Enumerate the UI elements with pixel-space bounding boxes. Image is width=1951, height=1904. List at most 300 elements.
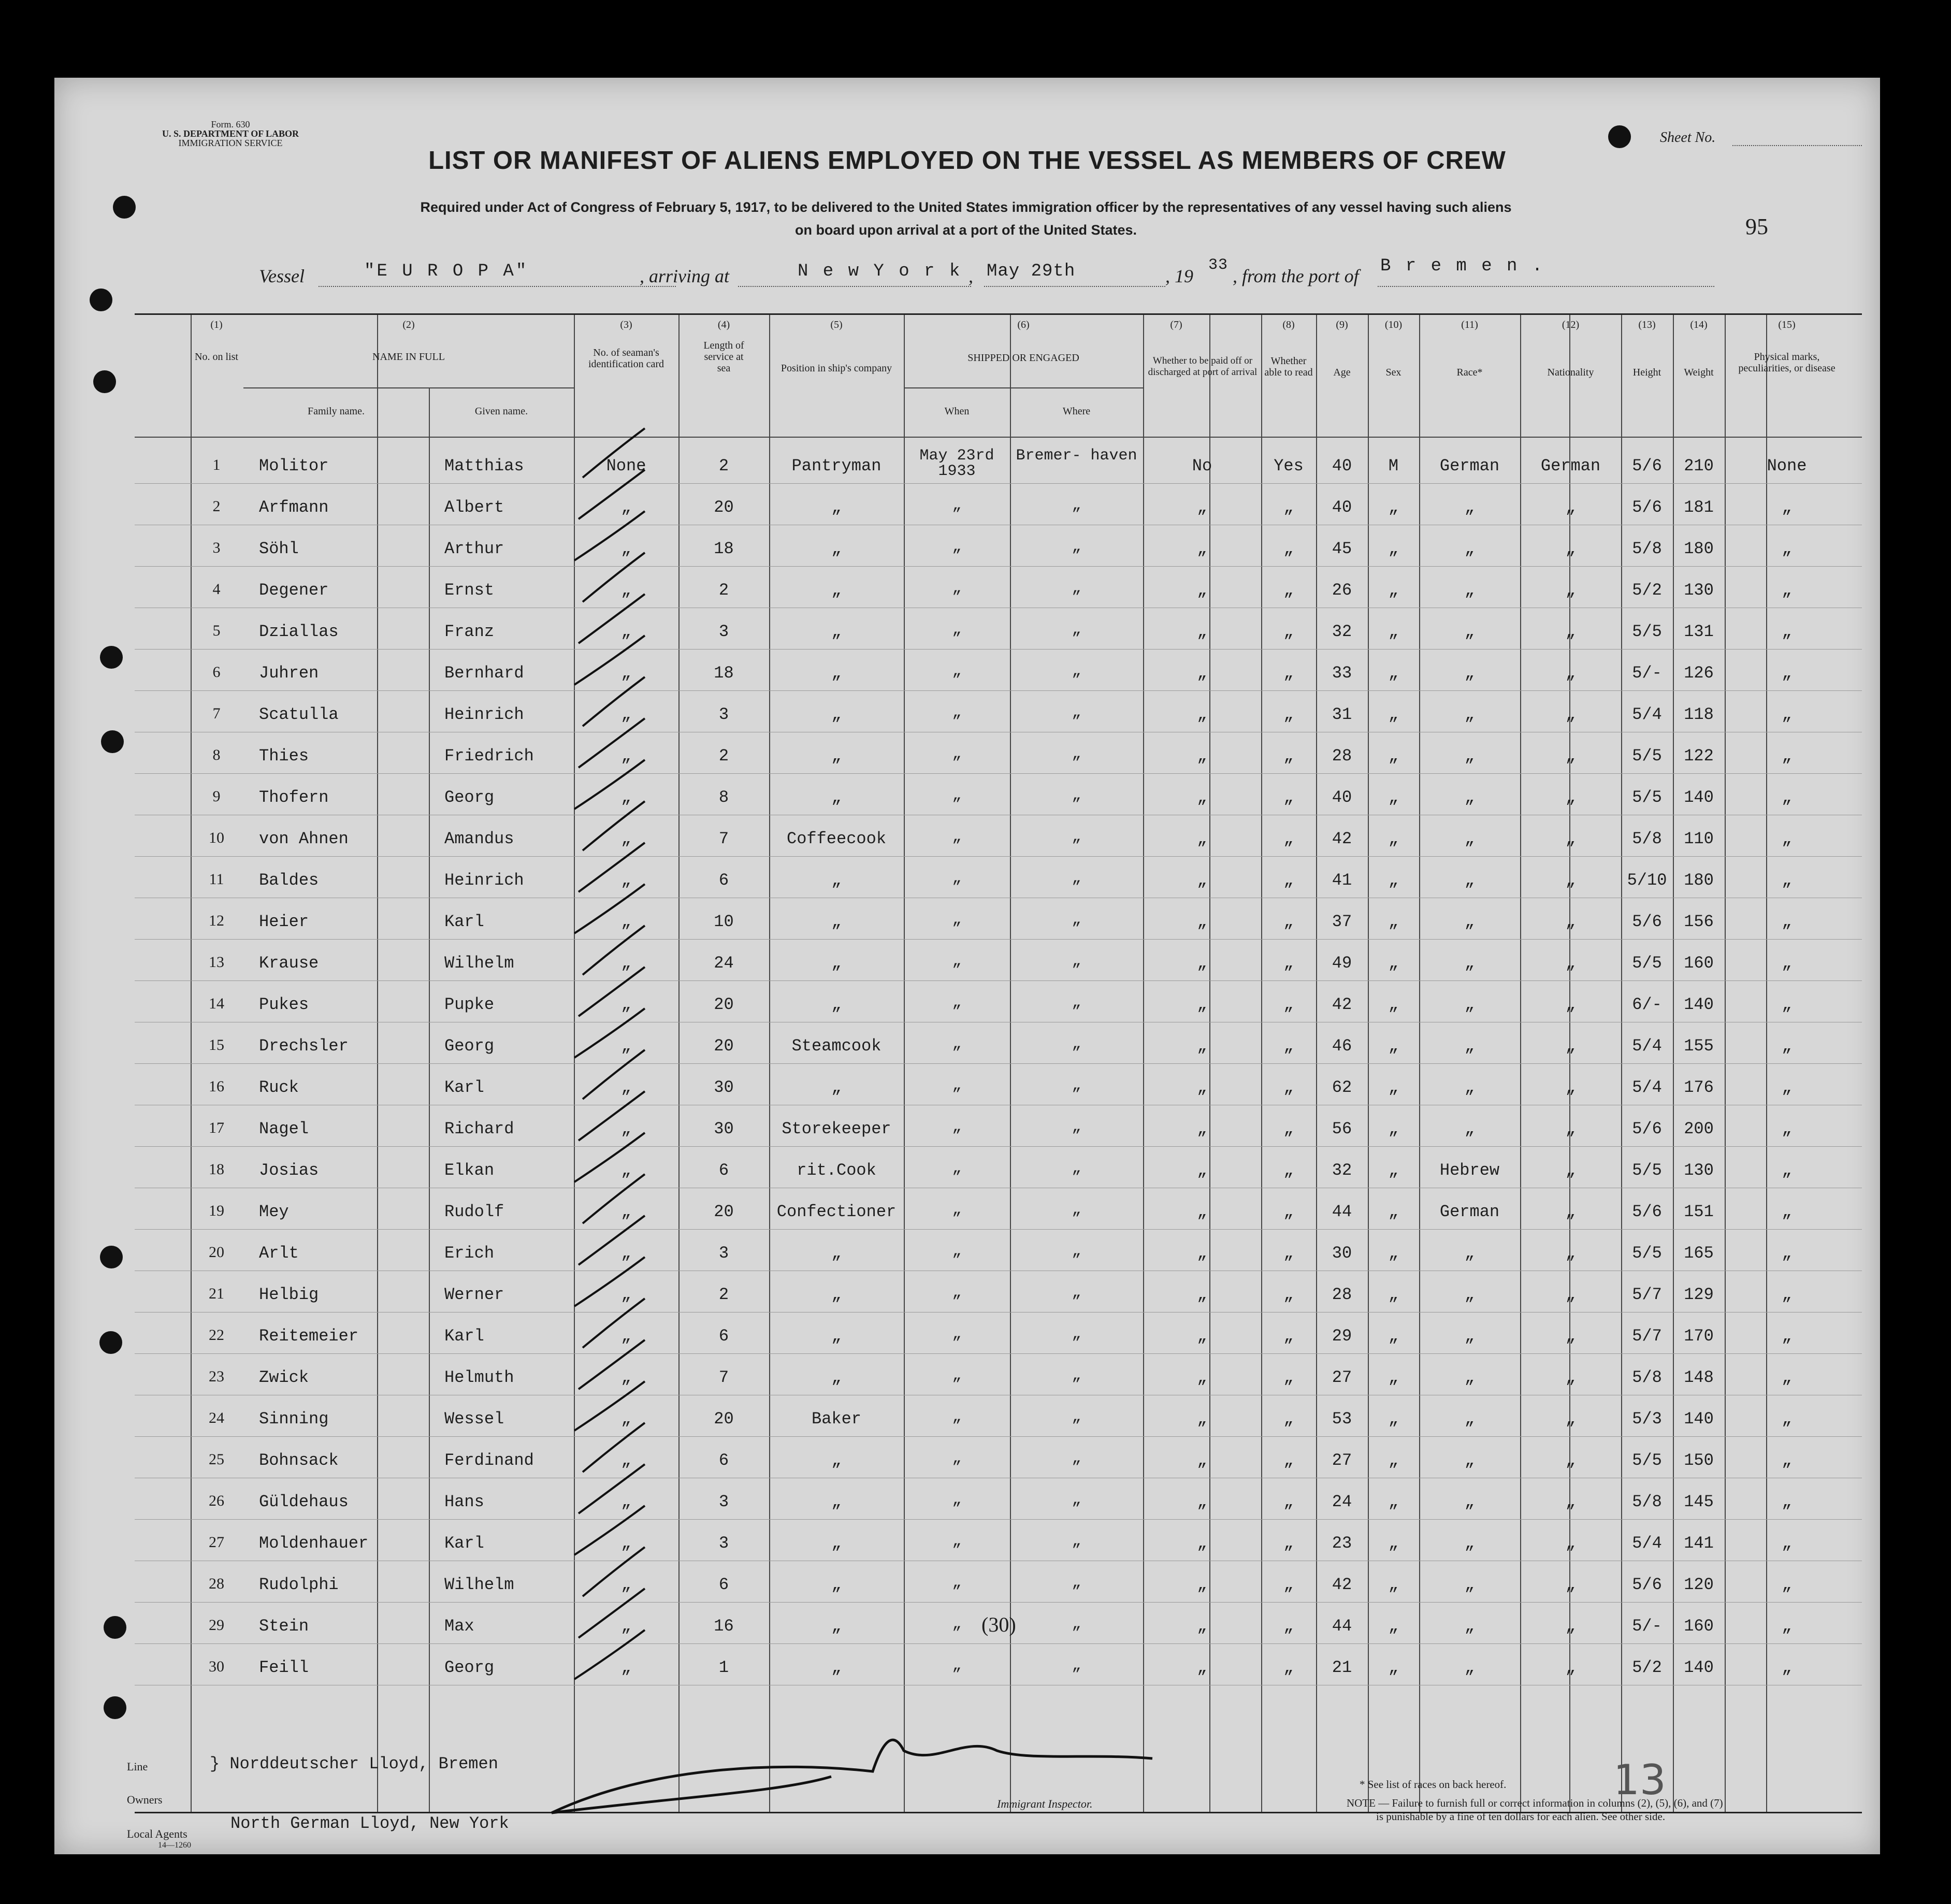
given-name: Albert [444, 498, 504, 517]
paid-off: „ [1197, 705, 1207, 724]
weight: 129 [1684, 1285, 1714, 1304]
height: 5/3 [1632, 1409, 1662, 1429]
form-number: Form. 630 [211, 119, 250, 129]
col8-num: (8) [1282, 319, 1295, 330]
able-read: „ [1283, 788, 1294, 807]
punch-hole [100, 646, 123, 669]
service-length: 20 [714, 1036, 734, 1056]
row-number: 9 [212, 788, 221, 805]
race: German [1439, 456, 1500, 475]
shipped-where: „ [1072, 662, 1081, 680]
shipped-where: „ [1072, 1325, 1081, 1343]
shipped-when: „ [952, 497, 962, 514]
nationality: „ [1565, 1658, 1576, 1677]
punch-hole [101, 730, 124, 753]
sex: „ [1388, 1492, 1399, 1511]
height: 5/5 [1632, 746, 1662, 766]
physical-marks: „ [1782, 539, 1792, 558]
seaman-id: „ [621, 871, 631, 890]
sheet-label: Sheet No. [1660, 129, 1716, 146]
physical-marks: „ [1782, 1119, 1792, 1138]
nationality-header: Nationality [1547, 367, 1594, 378]
table-row [135, 1400, 1862, 1441]
family-name: Scatulla [259, 705, 339, 724]
service-length: 24 [714, 954, 734, 973]
able-read: „ [1283, 1575, 1294, 1594]
paid-off: „ [1197, 1451, 1207, 1470]
able-read: „ [1283, 995, 1294, 1014]
position: „ [831, 954, 842, 973]
service-length: 18 [714, 663, 734, 683]
shipped-when: „ [952, 745, 962, 763]
position: Confectioner [776, 1202, 897, 1221]
row-number: 8 [212, 746, 221, 763]
shipped-when: „ [952, 1533, 962, 1550]
col9-num: (9) [1336, 319, 1348, 330]
shipped-where: „ [1072, 1160, 1081, 1177]
col10-num: (10) [1384, 319, 1403, 330]
shipped-where: „ [1072, 621, 1081, 639]
age: 28 [1332, 746, 1352, 766]
age: 41 [1332, 871, 1352, 890]
position: Pantryman [791, 456, 881, 475]
height: 5/5 [1632, 788, 1662, 807]
col2-num: (2) [402, 319, 415, 330]
sheet-number: 95 [1745, 214, 1768, 239]
paid-off: „ [1197, 871, 1207, 890]
age: 29 [1332, 1326, 1352, 1346]
height: 5/5 [1632, 1244, 1662, 1263]
family-name: Helbig [259, 1285, 319, 1304]
paid-off-header: Whether to be paid off or discharged at port of arrival [1148, 355, 1258, 378]
weight: 130 [1684, 581, 1714, 600]
shipped-where: „ [1072, 580, 1081, 597]
shipped-when: „ [952, 1077, 962, 1094]
race: „ [1464, 498, 1475, 517]
physical-marks: „ [1782, 829, 1792, 848]
shipped-where: „ [1072, 1035, 1081, 1053]
shipped-when: „ [952, 538, 962, 556]
physical-marks: „ [1782, 1161, 1792, 1180]
table-row [135, 1524, 1862, 1566]
service-length: 18 [714, 539, 734, 558]
weight: 180 [1684, 539, 1714, 558]
row-number: 26 [209, 1492, 224, 1509]
shipped-when: „ [952, 787, 962, 804]
shipped-when: „ [952, 621, 962, 639]
shipped-where: „ [1072, 538, 1081, 556]
height-header: Height [1632, 367, 1661, 378]
crew-table [135, 313, 1862, 1813]
weight: 150 [1684, 1451, 1714, 1470]
physical-marks: „ [1782, 995, 1792, 1014]
weight: 110 [1684, 829, 1714, 848]
shipped-when: „ [952, 828, 962, 846]
col5-num: (5) [830, 319, 843, 330]
table-row [135, 1234, 1862, 1276]
line-value: } Norddeutscher Lloyd, Bremen [210, 1754, 498, 1773]
shipped-when: „ [952, 1408, 962, 1426]
nationality: „ [1565, 705, 1576, 724]
race: „ [1464, 995, 1475, 1014]
age: 27 [1332, 1368, 1352, 1387]
height: 5/7 [1632, 1285, 1662, 1304]
table-row [135, 1069, 1862, 1110]
nationality: „ [1565, 1244, 1576, 1263]
able-read-header: Whether able to read [1264, 355, 1313, 378]
table-row [135, 1483, 1862, 1524]
service-length: 10 [714, 912, 734, 931]
col1-num: (1) [210, 319, 223, 330]
sex: „ [1388, 705, 1399, 724]
sex: „ [1388, 1575, 1399, 1594]
given-name: Matthias [444, 456, 524, 475]
family-name: Pukes [259, 995, 309, 1014]
sex: „ [1388, 1036, 1399, 1056]
shipped-when: „ [952, 1243, 962, 1260]
race: „ [1464, 663, 1475, 683]
sex: „ [1388, 788, 1399, 807]
age: 27 [1332, 1451, 1352, 1470]
shipped-where: „ [1072, 1077, 1081, 1094]
paid-off: „ [1197, 746, 1207, 766]
seaman-id: „ [621, 1492, 631, 1511]
family-name: Nagel [259, 1119, 309, 1138]
seaman-id: „ [621, 995, 631, 1014]
able-read: „ [1283, 1368, 1294, 1387]
given-name: Karl [444, 912, 484, 931]
weight: 200 [1684, 1119, 1714, 1138]
race: „ [1464, 746, 1475, 766]
age: 32 [1332, 622, 1352, 641]
shipped-when: „ [952, 1657, 962, 1675]
height: 5/6 [1632, 1575, 1662, 1594]
table-row [135, 571, 1862, 613]
seaman-id: „ [621, 1409, 631, 1429]
paid-off: „ [1197, 1202, 1207, 1221]
table-row [135, 1359, 1862, 1400]
race: „ [1464, 1368, 1475, 1387]
age: 32 [1332, 1161, 1352, 1180]
col7-num: (7) [1170, 319, 1182, 330]
race: „ [1464, 1119, 1475, 1138]
given-name: Hans [444, 1492, 484, 1511]
service-length: 20 [714, 1202, 734, 1221]
table-row [135, 1566, 1862, 1607]
seaman-id: „ [621, 705, 631, 724]
shipped-where: „ [1072, 994, 1081, 1012]
service-length: 6 [718, 1451, 729, 1470]
age: 42 [1332, 995, 1352, 1014]
able-read: „ [1283, 871, 1294, 890]
date-underline [984, 286, 1165, 287]
weight: 126 [1684, 663, 1714, 683]
seaman-id: „ [621, 1451, 631, 1470]
given-name: Karl [444, 1534, 484, 1553]
physical-marks: „ [1782, 1658, 1792, 1677]
seaman-id: „ [621, 1368, 631, 1387]
family-name: Moldenhauer [259, 1534, 369, 1553]
able-read: „ [1283, 1617, 1294, 1636]
weight: 156 [1684, 912, 1714, 931]
total-count: (30) [981, 1613, 1016, 1636]
marks-header: Physical marks, peculiarities, or disease [1738, 351, 1836, 374]
row-number: 12 [209, 912, 224, 929]
row-number: 28 [209, 1575, 224, 1592]
shipped-when: „ [952, 994, 962, 1012]
race: „ [1464, 912, 1475, 931]
shipped-where: „ [1072, 828, 1081, 846]
shipped-when: „ [952, 1491, 962, 1509]
race: „ [1464, 1492, 1475, 1511]
age: 53 [1332, 1409, 1352, 1429]
able-read: „ [1283, 1244, 1294, 1263]
sex: „ [1388, 1617, 1399, 1636]
note-text-1: NOTE — Failure to furnish full or correct information in columns (2), (5), (6), and (7) [1347, 1797, 1723, 1809]
given-name: Helmuth [444, 1368, 514, 1387]
family-name: Krause [259, 954, 319, 973]
shipped-when: „ [952, 1201, 962, 1219]
position: „ [831, 663, 842, 683]
given-name: Georg [444, 1658, 495, 1677]
able-read: „ [1283, 1119, 1294, 1138]
page-subtitle-line1: Required under Act of Congress of February 5, 1917, to be delivered to the United States immigration officer by the representatives of any vessel having such aliens [420, 199, 1512, 215]
age: 30 [1332, 1244, 1352, 1263]
position: „ [831, 1617, 842, 1636]
table-row [135, 737, 1862, 778]
service-length: 2 [718, 746, 729, 766]
family-name: Degener [259, 581, 329, 600]
seaman-id: „ [621, 1534, 631, 1553]
race: „ [1464, 788, 1475, 807]
physical-marks: „ [1782, 1617, 1792, 1636]
nationality: „ [1565, 1617, 1576, 1636]
sex: M [1388, 456, 1399, 475]
family-name: Stein [259, 1617, 309, 1636]
weight: 155 [1684, 1036, 1714, 1056]
sex: „ [1388, 1409, 1399, 1429]
age: 49 [1332, 954, 1352, 973]
col14-num: (14) [1690, 319, 1708, 330]
family-name: Drechsler [259, 1036, 349, 1056]
row-number: 3 [212, 539, 221, 556]
nationality: „ [1565, 1161, 1576, 1180]
age: 62 [1332, 1078, 1352, 1097]
position: Coffeecook [786, 829, 887, 848]
physical-marks: „ [1782, 1409, 1792, 1429]
physical-marks: „ [1782, 1575, 1792, 1594]
age: 44 [1332, 1617, 1352, 1636]
able-read: „ [1283, 746, 1294, 766]
weight: 120 [1684, 1575, 1714, 1594]
family-name: Sinning [259, 1409, 329, 1429]
vessel-underline [319, 286, 676, 287]
row-number: 19 [209, 1202, 224, 1219]
position: „ [831, 1326, 842, 1346]
row-number: 10 [209, 829, 224, 846]
seaman-id: „ [621, 1202, 631, 1221]
row-number: 18 [209, 1161, 224, 1178]
paid-off: „ [1197, 995, 1207, 1014]
weight: 176 [1684, 1078, 1714, 1097]
seaman-id: „ [621, 1617, 631, 1636]
shipped-when: „ [952, 580, 962, 597]
given-name-header: Given name. [474, 406, 528, 417]
seaman-id: „ [621, 1326, 631, 1346]
height: 5/6 [1632, 456, 1662, 475]
family-name: Mey [259, 1202, 289, 1221]
able-read: „ [1283, 1161, 1294, 1180]
shipped-when: „ [952, 1615, 962, 1633]
position: „ [831, 1368, 842, 1387]
age: 28 [1332, 1285, 1352, 1304]
shipped-where: „ [1072, 1284, 1081, 1302]
owners-label: Owners [127, 1793, 163, 1806]
table-row [135, 1276, 1862, 1317]
service-length: 2 [718, 1285, 729, 1304]
height: 5/4 [1632, 1078, 1662, 1097]
punch-hole [104, 1616, 126, 1639]
able-read: Yes [1274, 456, 1304, 475]
race: „ [1464, 1658, 1475, 1677]
weight: 131 [1684, 622, 1714, 641]
height: 5/8 [1632, 539, 1662, 558]
shipped-where: „ [1072, 745, 1081, 763]
height: 5/8 [1632, 829, 1662, 848]
col4-num: (4) [717, 319, 730, 330]
paid-off: „ [1197, 954, 1207, 973]
weight: 145 [1684, 1492, 1714, 1511]
height: 5/5 [1632, 1451, 1662, 1470]
age: 42 [1332, 829, 1352, 848]
col3-num: (3) [620, 319, 632, 330]
physical-marks: „ [1782, 1285, 1792, 1304]
family-name: Molitor [259, 456, 329, 475]
table-body [135, 437, 1862, 1812]
height: 5/- [1632, 1617, 1662, 1636]
shipped-where: „ [1072, 911, 1081, 929]
weight: 165 [1684, 1244, 1714, 1263]
punch-hole [93, 370, 116, 393]
shipped-where: „ [1072, 704, 1081, 722]
position: „ [831, 871, 842, 890]
shipped-where: „ [1072, 1243, 1081, 1260]
row-number: 17 [209, 1119, 224, 1136]
family-name: Arlt [259, 1244, 299, 1263]
nationality: „ [1565, 622, 1576, 641]
table-row [135, 1110, 1862, 1151]
weight: 118 [1684, 705, 1714, 724]
nationality: „ [1565, 498, 1576, 517]
shipped-where: Bremer- haven [1016, 447, 1137, 465]
row-number: 1 [212, 456, 221, 473]
race: „ [1464, 829, 1475, 848]
nationality: „ [1565, 1202, 1576, 1221]
sex: „ [1388, 1285, 1399, 1304]
race-header: Race* [1456, 367, 1483, 378]
sex: „ [1388, 1202, 1399, 1221]
age: 37 [1332, 912, 1352, 931]
shipped-where: „ [1072, 497, 1081, 514]
shipped-where: „ [1072, 1491, 1081, 1509]
family-name: Josias [259, 1161, 319, 1180]
height: 5/2 [1632, 1658, 1662, 1677]
height: 5/5 [1632, 954, 1662, 973]
from-label: , from the port of [1233, 266, 1359, 286]
nationality: „ [1565, 581, 1576, 600]
able-read: „ [1283, 539, 1294, 558]
col11-num: (11) [1461, 319, 1478, 330]
given-name: Karl [444, 1078, 484, 1097]
physical-marks: „ [1782, 581, 1792, 600]
shipped-where: „ [1072, 1201, 1081, 1219]
age: 21 [1332, 1658, 1352, 1677]
seaman-id: „ [621, 1575, 631, 1594]
given-name: Wessel [444, 1409, 504, 1429]
paid-off: „ [1197, 1368, 1207, 1387]
service-length: 30 [714, 1078, 734, 1097]
table-row [135, 1027, 1862, 1069]
service-length: 7 [718, 1368, 729, 1387]
shipped-where: „ [1072, 1450, 1081, 1467]
arrival-underline [738, 286, 971, 287]
shipped-when: May 23rd 1933 [919, 447, 994, 480]
agents-label: Local Agents [127, 1827, 187, 1840]
table-row [135, 778, 1862, 820]
line-value-text: Norddeutscher Lloyd, Bremen [229, 1754, 498, 1773]
nationality: „ [1565, 1492, 1576, 1511]
able-read: „ [1283, 1658, 1294, 1677]
seaman-id: „ [621, 1244, 631, 1263]
seaman-id: „ [621, 1078, 631, 1097]
height: 5/6 [1632, 912, 1662, 931]
race: „ [1464, 705, 1475, 724]
shipped-when: „ [952, 953, 962, 970]
race: „ [1464, 1617, 1475, 1636]
position: „ [831, 746, 842, 766]
position: „ [831, 498, 842, 517]
table-row [135, 1441, 1862, 1483]
physical-marks: „ [1782, 1244, 1792, 1263]
family-name: Feill [259, 1658, 309, 1677]
weight: 122 [1684, 746, 1714, 766]
able-read: „ [1283, 705, 1294, 724]
weight: 181 [1684, 498, 1714, 517]
able-read: „ [1283, 1285, 1294, 1304]
weight: 160 [1684, 1617, 1714, 1636]
row-number: 20 [209, 1244, 224, 1261]
height: 5/- [1632, 663, 1662, 683]
position: „ [831, 788, 842, 807]
given-name: Werner [444, 1285, 504, 1304]
nationality: „ [1565, 663, 1576, 683]
row-number: 25 [209, 1451, 224, 1468]
family-name: Arfmann [259, 498, 329, 517]
shipped-where: „ [1072, 870, 1081, 887]
sex: „ [1388, 1078, 1399, 1097]
shipped-where: „ [1072, 1118, 1081, 1136]
weight: 148 [1684, 1368, 1714, 1387]
height: 5/7 [1632, 1326, 1662, 1346]
physical-marks: „ [1782, 871, 1792, 890]
nationality: German [1540, 456, 1601, 475]
race: „ [1464, 1078, 1475, 1097]
race: German [1439, 1202, 1500, 1221]
line-label: Line [127, 1760, 148, 1773]
sex: „ [1388, 663, 1399, 683]
physical-marks: „ [1782, 1534, 1792, 1553]
position: „ [831, 539, 842, 558]
